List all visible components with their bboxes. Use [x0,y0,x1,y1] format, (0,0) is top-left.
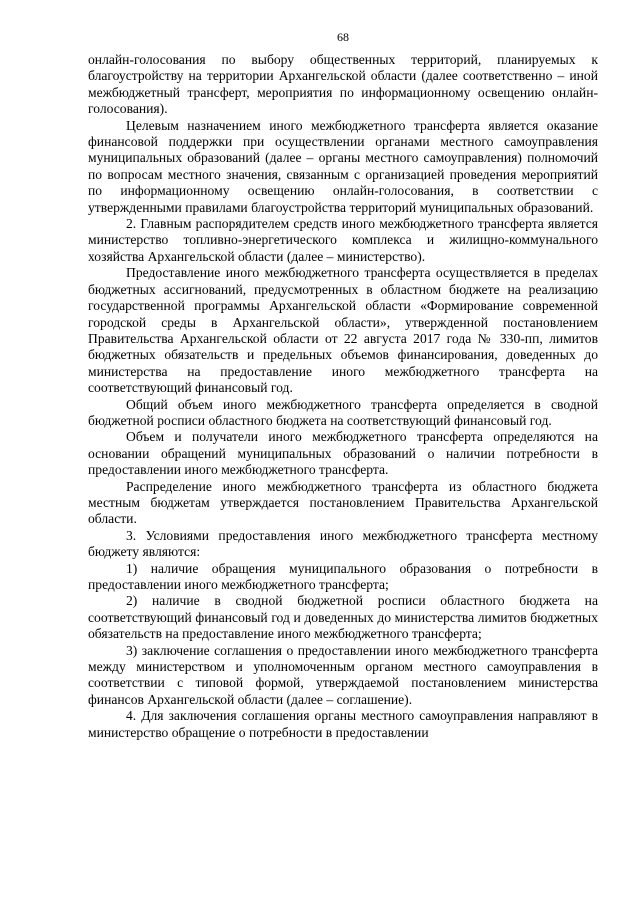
paragraph-2: Целевым назначением иного межбюджетного трансферта является оказание финансовой поддержки при осуществлении органами местного самоуправления муниципальных образований (далее – органы местного самоуправления) полномочий по вопросам местного значения, связанным с организацией проведения мероприятий по информационному освещению онлайн-голосования, в соответствии с утвержденными правилами благоустройства территорий муниципальных образований. [88,117,598,215]
paragraph-11: 3) заключение соглашения о предоставлении иного межбюджетного трансферта между министерством и уполномоченным органом местного самоуправления в соответствии с типовой формой, утверждаемой постановлением министерства финансов Архангельской области (далее – соглашение). [88,642,598,707]
paragraph-7: Распределение иного межбюджетного трансферта из областного бюджета местным бюджетам утверждается постановлением Правительства Архангельской области. [88,478,598,527]
paragraph-10: 2) наличие в сводной бюджетной росписи областного бюджета на соответствующий финансовый год и доведенных до министерства лимитов бюджетных обязательств на предоставление иного межбюджетного трансферта; [88,593,598,642]
paragraph-6: Объем и получатели иного межбюджетного трансферта определяются на основании обращений муниципальных образований о наличии потребности в предоставлении иного межбюджетного трансферта. [88,429,598,478]
paragraph-1: онлайн-голосования по выбору общественных территорий, планируемых к благоустройству на территории Архангельской области (далее соответственно – иной межбюджетный трансферт, мероприятия по информационному освещению онлайн-голосования). [88,52,598,117]
paragraph-5: Общий объем иного межбюджетного трансферта определяется в сводной бюджетной росписи областного бюджета на соответствующий финансовый год. [88,396,598,428]
paragraph-3: 2. Главным распорядителем средств иного межбюджетного трансферта является министерство топливно-энергетического комплекса и жилищно-коммунального хозяйства Архангельской области (далее – министерство). [88,216,598,264]
paragraph-4: Предоставление иного межбюджетного трансферта осуществляется в пределах бюджетных ассигнований, предусмотренных в областном бюджете на реализацию государственной программы Архангельской области «Формирование современной городской среды в Архангельской области», утвержденной постановлением Правительства Архангельской области от 22 августа 2017 года № 330-пп, лимитов бюджетных обязательств и предельных объемов финансирования, доведенных до министерства на предоставление иного межбюджетного трансферта на соответствующий финансовый год. [88,265,598,396]
document-body [88,52,598,741]
paragraph-8: 3. Условиями предоставления иного межбюджетного трансферта местному бюджету являются: [88,527,598,560]
page-number: 68 [337,30,349,44]
paragraph-12: 4. Для заключения соглашения органы местного самоуправления направляют в министерство обращение о потребности в предоставлении [88,708,598,740]
paragraph-9: 1) наличие обращения муниципального образования о потребности в предоставлении иного межбюджетного трансферта; [88,560,598,592]
